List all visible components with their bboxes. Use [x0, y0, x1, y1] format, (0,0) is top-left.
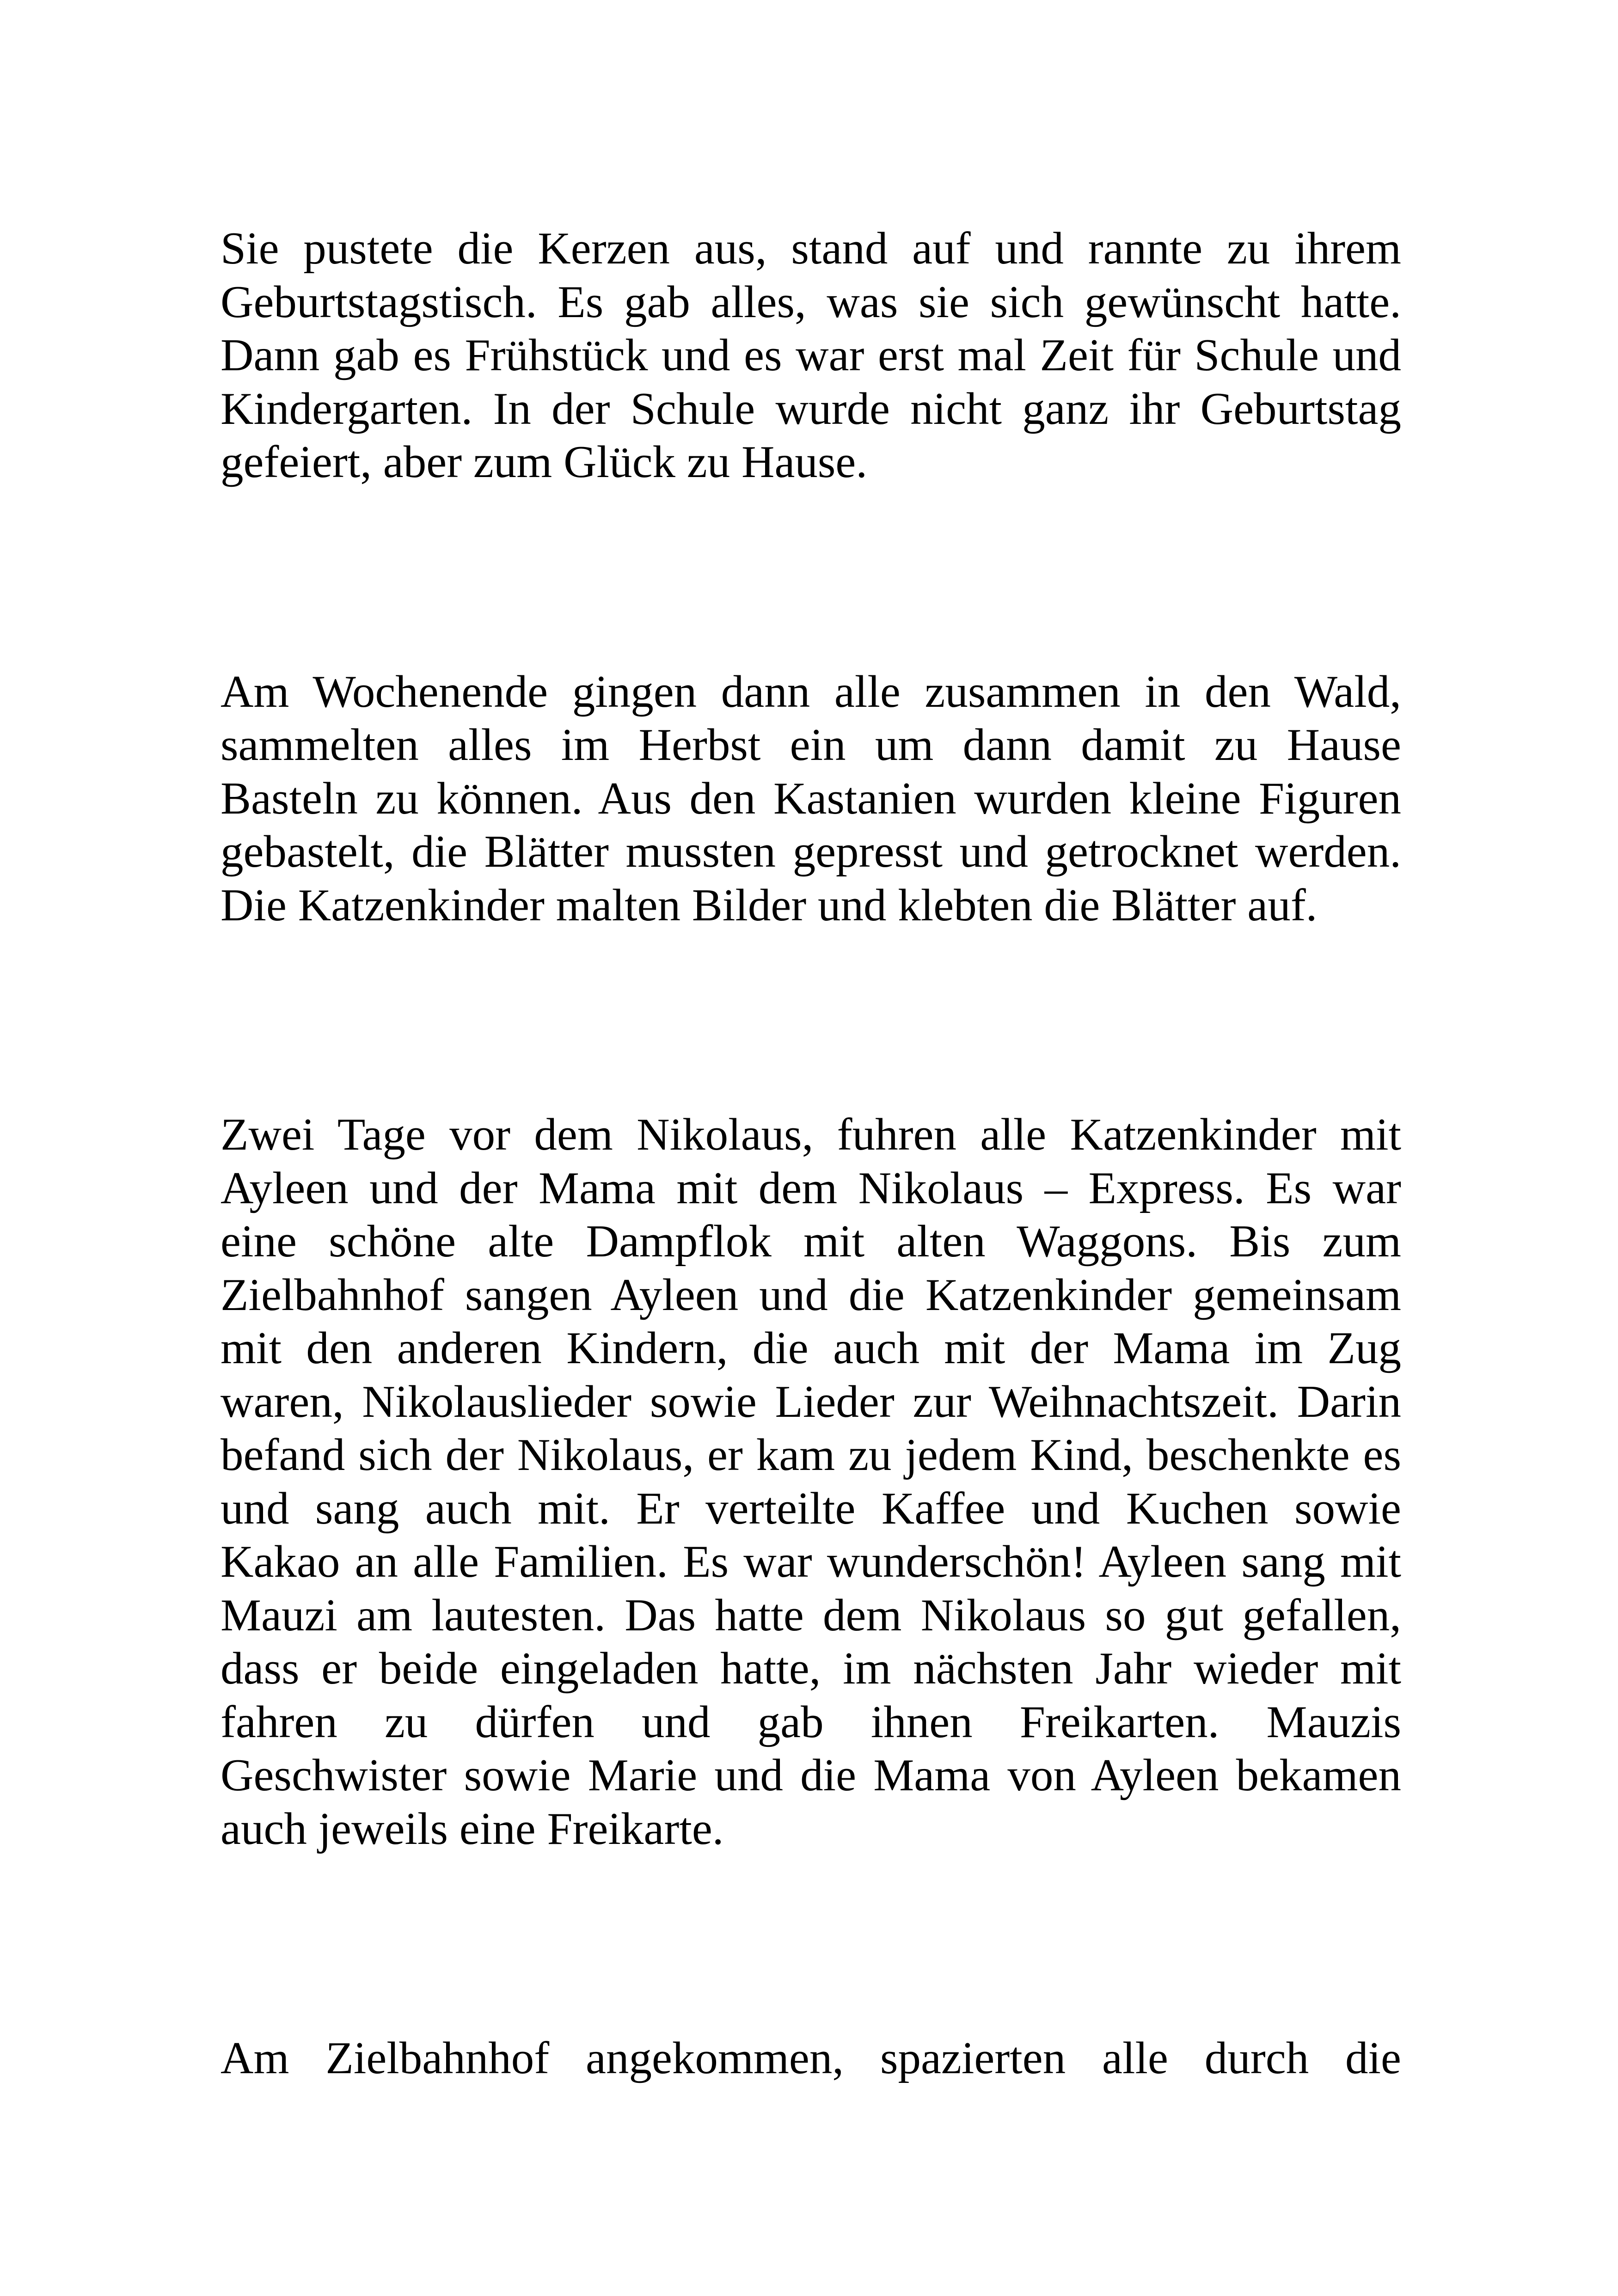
- text-line: Am Wochenende gingen dann alle zusammen in den Wald,: [221, 666, 1401, 717]
- text-line: Dann gab es Frühstück und es war erst mal Zeit für Schule und: [221, 330, 1401, 380]
- text-line: gefeiert, aber zum Glück zu Hause.: [221, 437, 868, 487]
- text-line: Zielbahnhof sangen Ayleen und die Katzenkinder gemeinsam: [221, 1269, 1401, 1320]
- paragraph-3: [221, 1108, 1401, 1855]
- text-line: mit den anderen Kindern, die auch mit der Mama im Zug: [221, 1323, 1401, 1373]
- paragraph-4: [221, 2032, 1401, 2085]
- text-line: gebastelt, die Blätter mussten gepresst und getrocknet werden.: [221, 827, 1401, 877]
- text-line: Die Katzenkinder malten Bilder und klebten die Blätter auf.: [221, 880, 1318, 931]
- paragraph-1: [221, 222, 1401, 489]
- text-line: Am Zielbahnhof angekommen, spazierten alle durch die: [221, 2033, 1401, 2083]
- text-line: Sie pustete die Kerzen aus, stand auf und rannte zu ihrem: [221, 223, 1401, 274]
- text-line: Kakao an alle Familien. Es war wunderschön! Ayleen sang mit: [221, 1537, 1401, 1587]
- text-line: dass er beide eingeladen hatte, im nächsten Jahr wieder mit: [221, 1643, 1401, 1694]
- text-line: befand sich der Nikolaus, er kam zu jedem Kind, beschenkte es: [221, 1430, 1401, 1480]
- paragraph-2: [221, 665, 1401, 932]
- text-line: Ayleen und der Mama mit dem Nikolaus – Express. Es war: [221, 1163, 1401, 1213]
- text-line: fahren zu dürfen und gab ihnen Freikarten. Mauzis: [221, 1696, 1401, 1747]
- text-line: Zwei Tage vor dem Nikolaus, fuhren alle Katzenkinder mit: [221, 1109, 1401, 1160]
- text-line: und sang auch mit. Er verteilte Kaffee und Kuchen sowie: [221, 1483, 1401, 1534]
- text-line: Mauzi am lautesten. Das hatte dem Nikolaus so gut gefallen,: [221, 1590, 1401, 1641]
- text-line: waren, Nikolauslieder sowie Lieder zur Weihnachtszeit. Darin: [221, 1376, 1401, 1427]
- text-line: Geschwister sowie Marie und die Mama von Ayleen bekamen: [221, 1750, 1401, 1800]
- text-line: Geburtstagstisch. Es gab alles, was sie sich gewünscht hatte.: [221, 276, 1401, 327]
- text-line: auch jeweils eine Freikarte.: [221, 1803, 724, 1854]
- text-line: Kindergarten. In der Schule wurde nicht ganz ihr Geburtstag: [221, 383, 1401, 434]
- text-line: eine schöne alte Dampflok mit alten Waggons. Bis zum: [221, 1216, 1401, 1267]
- text-line: Basteln zu können. Aus den Kastanien wurden kleine Figuren: [221, 773, 1401, 824]
- text-line: sammelten alles im Herbst ein um dann damit zu Hause: [221, 720, 1401, 770]
- text-body: [221, 222, 1401, 2261]
